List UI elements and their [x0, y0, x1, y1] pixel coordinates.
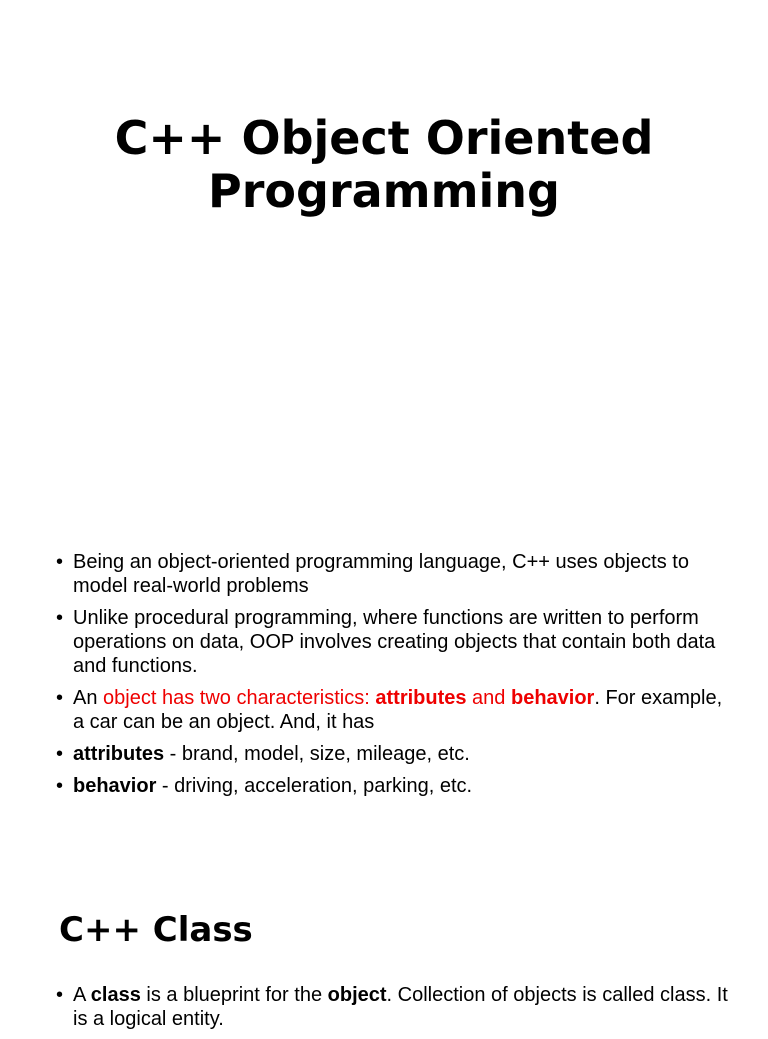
bullet-text: A [73, 984, 91, 1006]
section-heading: C++ Class [59, 910, 253, 950]
title-line-2: Programming [208, 164, 560, 218]
class-bullet-list [56, 983, 736, 1039]
title-line-1: C++ Object Oriented [114, 111, 654, 165]
list-item [56, 686, 736, 734]
bullet-text: - driving, acceleration, parking, etc. [156, 775, 473, 797]
slide-title [0, 0, 768, 512]
bullet-text-suffix: . For example, a car can be an object. And, it has [73, 687, 723, 733]
highlight-text: and [466, 687, 511, 709]
list-item [56, 774, 736, 798]
bullet-text: is a blueprint for the [140, 984, 328, 1006]
highlight-term-behavior: behavior [510, 687, 595, 709]
list-item [56, 606, 736, 678]
bullet-term-object: object [327, 984, 387, 1006]
oop-bullet-list [56, 550, 736, 806]
list-item [56, 742, 736, 766]
bullet-text: - brand, model, size, mileage, etc. [164, 743, 470, 765]
bullet-term: attributes [73, 743, 165, 765]
page-title [0, 112, 768, 218]
highlight-term-attributes: attributes [375, 687, 467, 709]
bullet-term: behavior [73, 775, 157, 797]
list-item [56, 550, 736, 598]
highlight-text: object has two characteristics: [103, 687, 376, 709]
bullet-term-class: class [90, 984, 141, 1006]
bullet-text-prefix: An [73, 687, 104, 709]
bullet-text: Being an object-oriented programming language, C++ uses objects to model real-world problems [73, 551, 689, 597]
bullet-text: . Collection of objects is called class. It is a logical entity. [73, 984, 728, 1030]
bullet-text: Unlike procedural programming, where functions are written to perform operations on data, OOP involves creating objects that contain both data and functions. [73, 607, 716, 677]
